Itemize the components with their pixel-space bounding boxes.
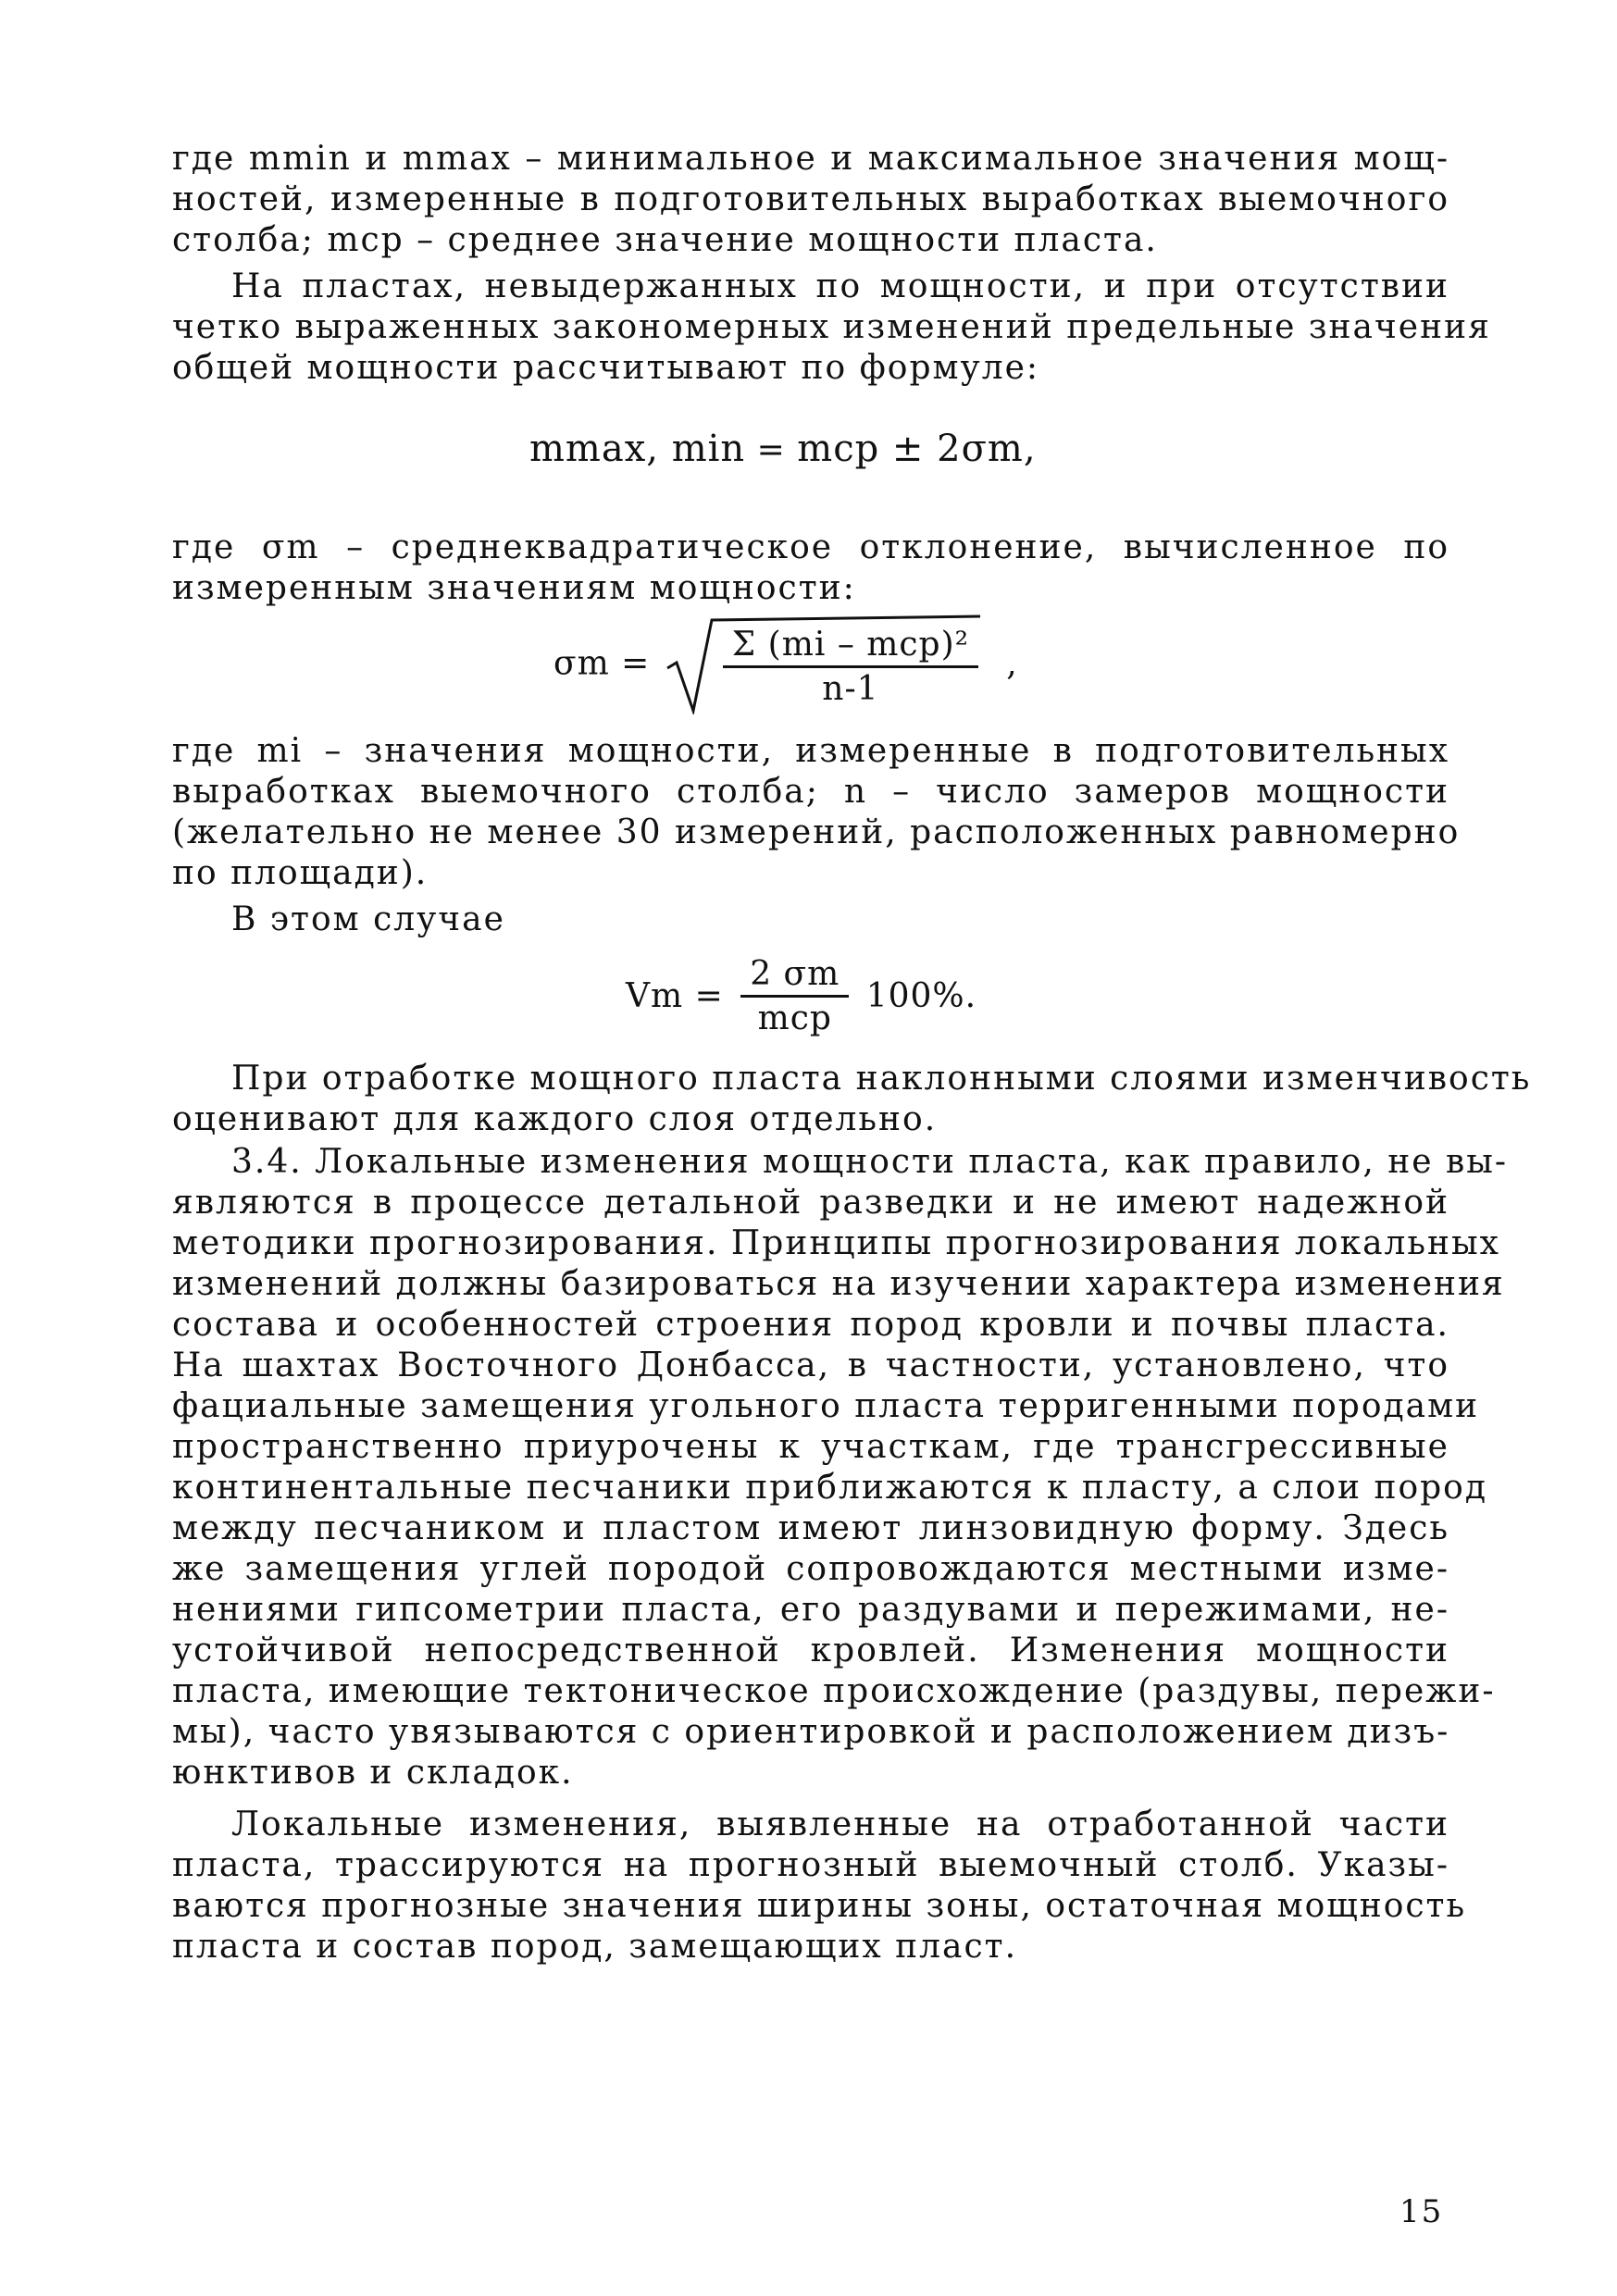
text-line: пласта, имеющие тектоническое происхождение (раздувы, пережи- bbox=[172, 1672, 1496, 1710]
square-root bbox=[665, 613, 980, 714]
paragraph-1 bbox=[172, 139, 1449, 261]
text-line: На шахтах Восточного Донбасса, в частности, установлено, что bbox=[172, 1347, 1449, 1384]
formula-sigma-m bbox=[554, 613, 1018, 714]
formula-m-max-min bbox=[529, 428, 1037, 470]
text-line: На пластах, невыдержанных по мощности, и при отсутствии bbox=[231, 267, 1449, 305]
fraction bbox=[740, 955, 849, 1037]
page-number: 15 bbox=[1399, 2193, 1444, 2230]
formula-rhs: 100%. bbox=[865, 977, 977, 1015]
formula-comma: , bbox=[1006, 644, 1018, 683]
text-line: ностей, измеренные в подготовительных выработках выемочного bbox=[172, 180, 1449, 218]
formula-lhs: Vm = bbox=[626, 977, 724, 1015]
text-line: общей мощности рассчитывают по формуле: bbox=[172, 349, 1040, 387]
paragraph-4 bbox=[172, 731, 1461, 894]
text-line: между песчаником и пластом имеют линзовидную форму. Здесь bbox=[172, 1509, 1449, 1547]
text-line: столба; mср – среднее значение мощности пласта. bbox=[172, 221, 1158, 259]
text-line: измеренным значениям мощности: bbox=[172, 569, 856, 607]
text-line: В этом случае bbox=[231, 900, 505, 938]
text-line: оценивают для каждого слоя отдельно. bbox=[172, 1100, 938, 1138]
text-line: континентальные песчаники приближаются к пласту, а слои пород bbox=[172, 1469, 1488, 1507]
text-line: пласта и состав пород, замещающих пласт. bbox=[172, 1928, 1018, 1966]
paragraph-2 bbox=[172, 267, 1491, 389]
formula-lhs: mmax, min bbox=[529, 428, 746, 470]
text-line: фациальные замещения угольного пласта терригенными породами bbox=[172, 1387, 1480, 1425]
fraction-denominator: mср bbox=[757, 999, 832, 1037]
text-line: состава и особенностей строения пород кровли и почвы пласта. bbox=[172, 1306, 1449, 1344]
text-line: пространственно приурочены к участкам, где трансгрессивные bbox=[172, 1428, 1449, 1466]
text-line: методики прогнозирования. Принципы прогнозирования локальных bbox=[172, 1224, 1500, 1262]
text-line: же замещения углей породой сопровождаются местными изме- bbox=[172, 1550, 1449, 1588]
fraction-numerator: 2 σm bbox=[740, 955, 849, 998]
text-line: устойчивой непосредственной кровлей. Изменения мощности bbox=[172, 1632, 1449, 1669]
text-line: 3.4. Локальные изменения мощности пласта, как правило, не вы- bbox=[231, 1143, 1509, 1181]
text-line: (желательно не менее 30 измерений, расположенных равномерно bbox=[172, 813, 1461, 851]
text-line: нениями гипсометрии пласта, его раздувами и пережимами, не- bbox=[172, 1591, 1449, 1629]
text-line: где mi – значения мощности, измеренные в подготовительных bbox=[172, 732, 1449, 770]
paragraph-5 bbox=[172, 900, 1449, 940]
text-line: по площади). bbox=[172, 854, 429, 892]
fraction bbox=[723, 626, 978, 708]
text-line: пласта, трассируются на прогнозный выемочный столб. Указы- bbox=[172, 1846, 1449, 1884]
paragraph-6 bbox=[172, 1059, 1532, 1140]
text-line: являются в процессе детальной разведки и не имеют надежной bbox=[172, 1184, 1449, 1222]
paragraph-8 bbox=[172, 1805, 1467, 1967]
fraction-numerator: Σ (mi – mср)² bbox=[723, 626, 978, 668]
text-line: юнктивов и складок. bbox=[172, 1754, 574, 1792]
text-line: четко выраженных закономерных изменений предельные значения bbox=[172, 308, 1491, 346]
formula-v-m bbox=[626, 955, 976, 1037]
formula-equals: = bbox=[756, 431, 786, 469]
paragraph-3 bbox=[172, 527, 1449, 609]
text-line: мы), часто увязываются с ориентировкой и расположением дизъ- bbox=[172, 1713, 1450, 1751]
text-line: выработках выемочного столба; n – число замеров мощности bbox=[172, 773, 1449, 811]
text-line: изменений должны базироваться на изучении характера изменения bbox=[172, 1265, 1505, 1303]
text-line: При отработке мощного пласта наклонными слоями изменчивость bbox=[231, 1060, 1532, 1098]
text-line: ваются прогнозные значения ширины зоны, остаточная мощность bbox=[172, 1887, 1467, 1925]
text-line: где σm – среднеквадратическое отклонение, вычисленное по bbox=[172, 528, 1449, 566]
paragraph-section-3-4 bbox=[172, 1142, 1509, 1793]
formula-lhs: σm = bbox=[554, 644, 651, 683]
formula-rhs: mср ± 2σm, bbox=[797, 428, 1037, 470]
text-line: Локальные изменения, выявленные на отработанной части bbox=[231, 1806, 1449, 1843]
text-line: где mmin и mmax – минимальное и максимальное значения мощ- bbox=[172, 140, 1449, 178]
fraction-denominator: n-1 bbox=[822, 670, 879, 708]
